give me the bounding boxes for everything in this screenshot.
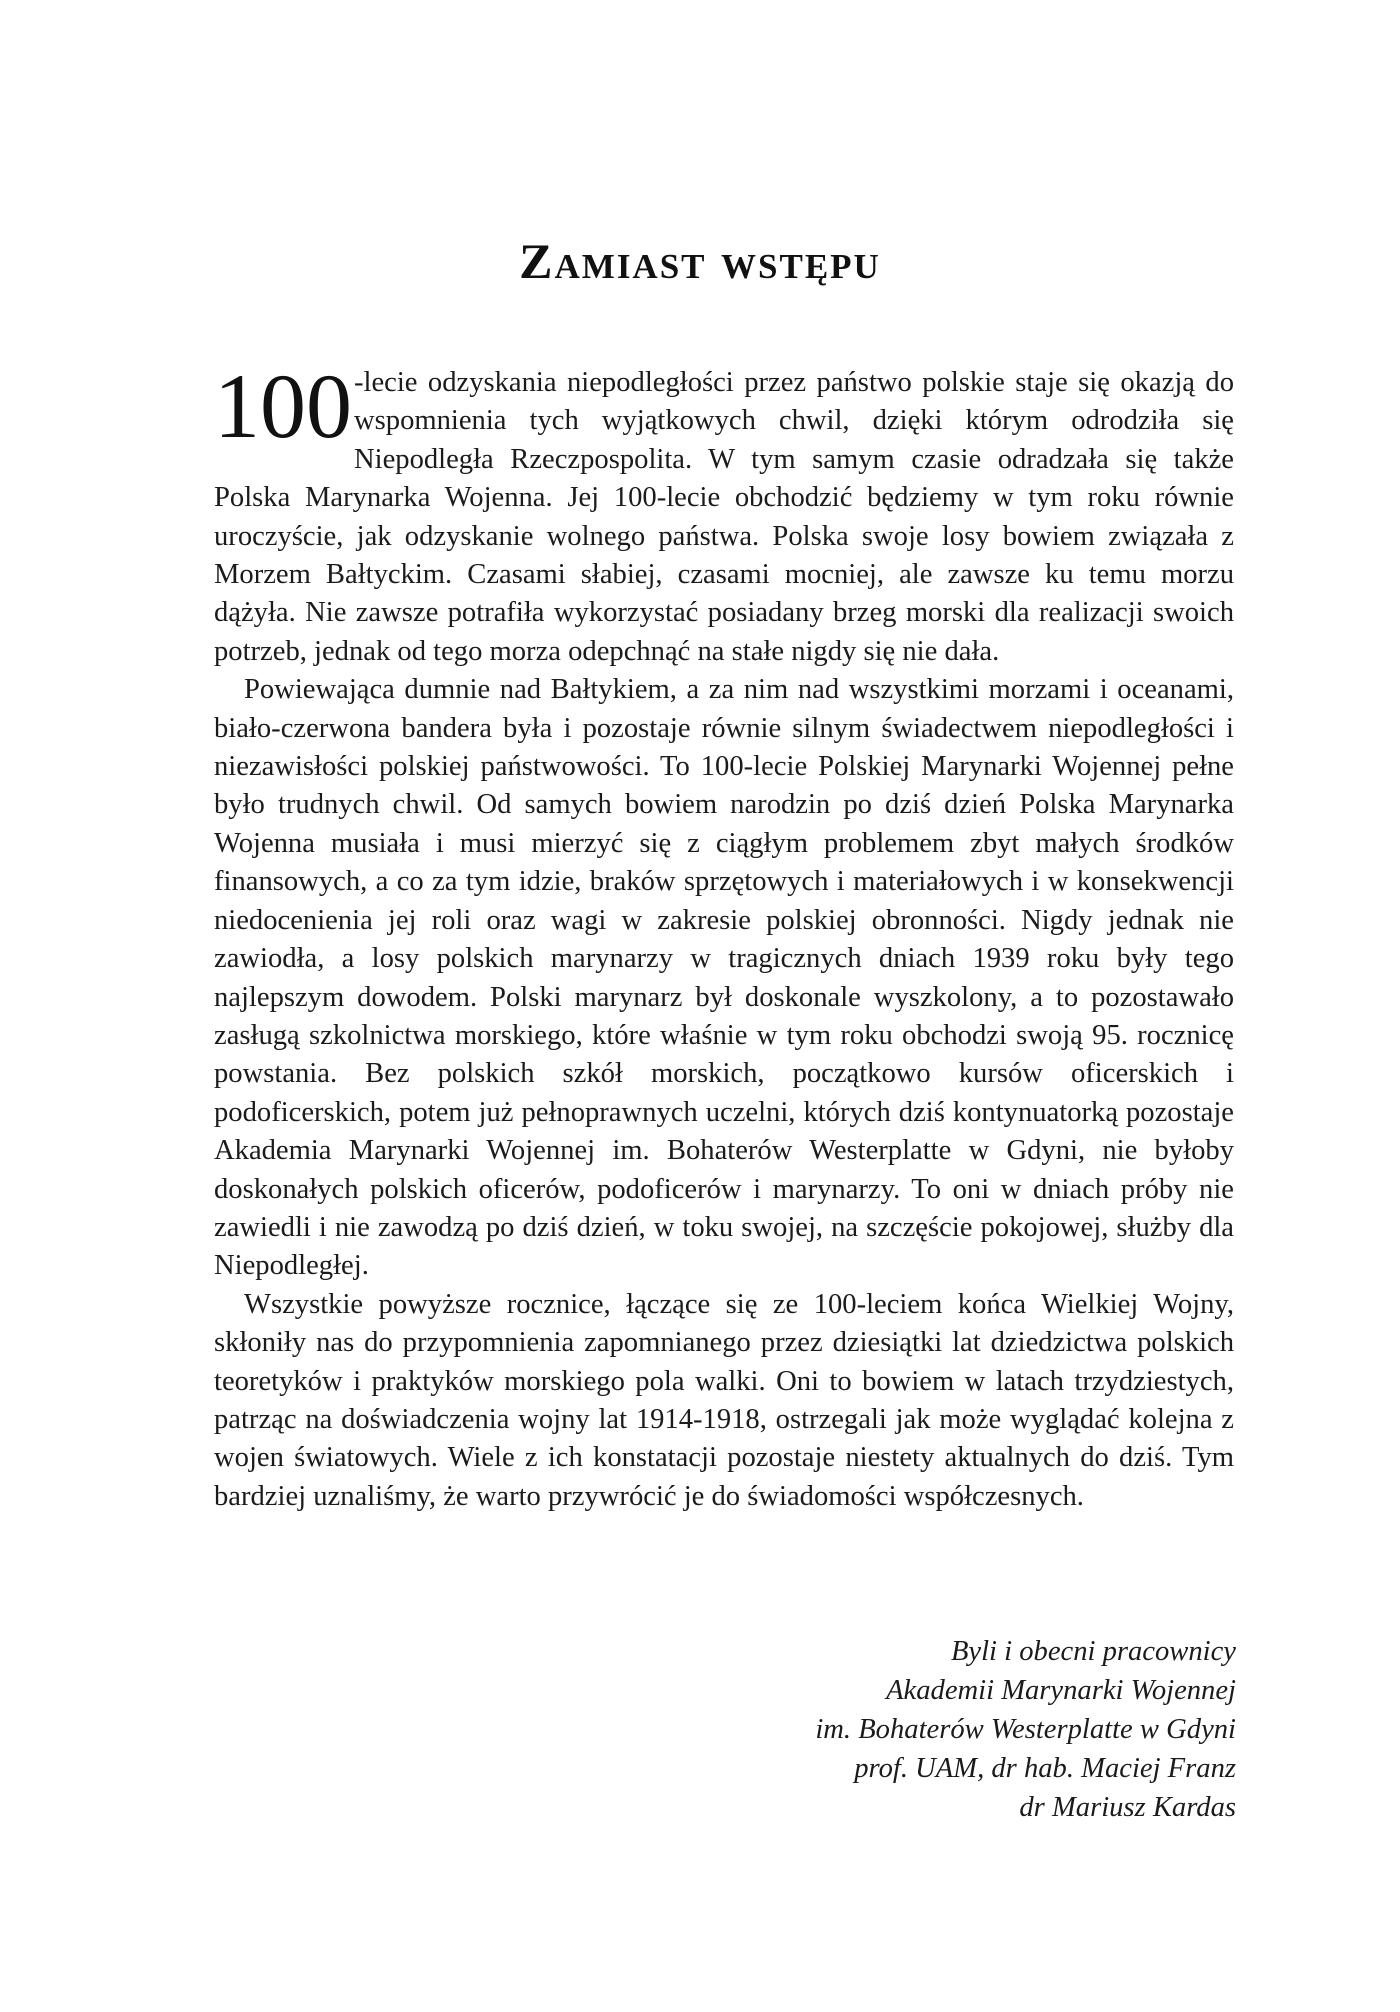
signature-line-1: Byli i obecni pracownicy bbox=[950, 1636, 1236, 1667]
signature-block bbox=[536, 1632, 1236, 1827]
paragraph-1 bbox=[214, 355, 1234, 671]
signature-line-4: prof. UAM, dr hab. Maciej Franz bbox=[854, 1753, 1236, 1784]
body-text bbox=[214, 355, 1234, 1516]
paragraph-1-text: -lecie odzyskania niepodległości przez państwo polskie staje się okazją do wspomnienia tych wyjątkowych chwil, dzięki którym odrodziła się Niepodległa Rzeczpospolita. W tym samym czasie odradzała się także Polska Marynarka Wojenna. Jej 100-lecie obchodzić będziemy w tym roku równie uroczyście, jak odzyskanie wolnego państwa. Polska swoje losy bowiem związała z Morzem Bałtyckim. Czasami słabiej, czasami mocniej, ale zawsze ku temu morzu dążyła. Nie zawsze potrafiła wykorzystać posiadany brzeg morski dla realizacji swoich potrzeb, jednak od tego morza odepchnąć na stałe nigdy się nie dała. bbox=[214, 367, 1234, 667]
signature-line-5: dr Mariusz Kardas bbox=[1019, 1792, 1236, 1823]
signature-line-3: im. Bohaterów Westerplatte w Gdyni bbox=[815, 1714, 1236, 1745]
paragraph-3: Wszystkie powyższe rocznice, łączące się ze 100-leciem końca Wielkiej Wojny, skłoniły nas do przypomnienia zapomnianego przez dziesiątki lat dziedzictwa polskich teoretyków i praktyków morskiego pola walki. Oni to bowiem w latach trzydziestych, patrząc na doświadczenia wojny lat 1914-1918, ostrzegali jak może wyglądać kolejna z wojen światowych. Wiele z ich konstatacji pozostaje niestety aktualnych do dziś. Tym bardziej uznaliśmy, że warto przywrócić je do świadomości współczesnych. bbox=[214, 1288, 1234, 1512]
chapter-heading: Zamiast wstępu bbox=[519, 233, 881, 289]
drop-cap: 100 bbox=[214, 355, 352, 457]
signature-line-2: Akademii Marynarki Wojennej bbox=[886, 1675, 1236, 1706]
paragraph-2: Powiewająca dumnie nad Bałtykiem, a za nim nad wszystkimi morzami i oceanami, biało-czerwona bandera była i pozostaje równie silnym świadectwem niepodległości i niezawisłości polskiej państwowości. To 100-lecie Polskiej Marynarki Wojennej pełne było trudnych chwil. Od samych bowiem narodzin po dziś dzień Polska Marynarka Wojenna musiała i musi mierzyć się z ciągłym problemem zbyt małych środków finansowych, a co za tym idzie, braków sprzętowych i materiałowych i w konsekwencji niedocenienia jej roli oraz wagi w zakresie polskiej obronności. Nigdy jednak nie zawiodła, a losy polskich marynarzy w tragicznych dniach 1939 roku były tego najlepszym dowodem. Polski marynarz był doskonale wyszkolony, a to pozostawało zasługą szkolnictwa morskiego, które właśnie w tym roku obchodzi swoją 95. rocznicę powstania. Bez polskich szkół morskich, początkowo kursów oficerskich i podoficerskich, potem już pełnoprawnych uczelni, których dziś kontynuatorką pozostaje Akademia Marynarki Wojennej im. Bohaterów Westerplatte w Gdyni, nie byłoby doskonałych polskich oficerów, podoficerów i marynarzy. To oni w dniach próby nie zawiedli i nie zawodzą po dziś dzień, w toku swojej, na szczęście pokojowej, służby dla Niepodległej. bbox=[214, 674, 1234, 1282]
